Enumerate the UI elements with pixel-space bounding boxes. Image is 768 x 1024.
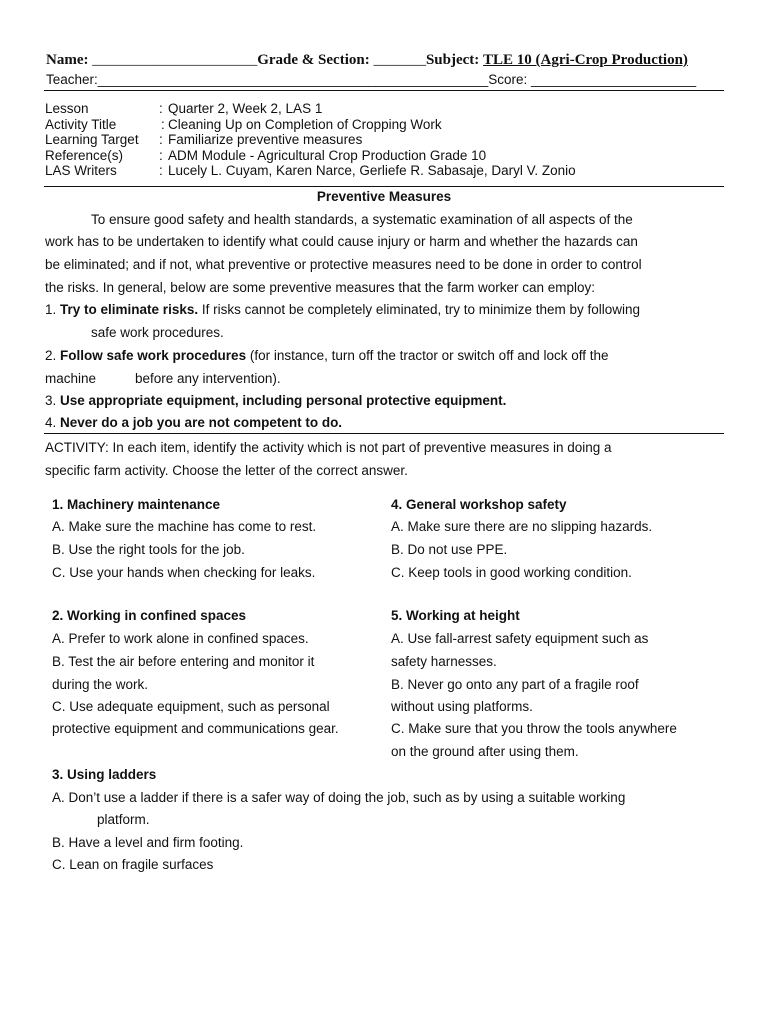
measure-text: (for instance, turn off the tractor or switch off and lock off the — [246, 348, 609, 363]
activity-instruction: ACTIVITY: In each item, identify the activity which is not part of preventive measures in doing a — [45, 440, 612, 455]
subject-value: TLE 10 (Agri-Crop Production) — [483, 52, 688, 68]
choice[interactable]: A. Prefer to work alone in confined spaces. — [52, 631, 309, 646]
choice[interactable]: C. Use adequate equipment, such as personal — [52, 699, 330, 714]
choice[interactable]: A. Make sure there are no slipping hazards. — [391, 519, 653, 534]
meta-row — [45, 101, 576, 117]
intro-line: be eliminated; and if not, what preventive or protective measures need to be done in order to control — [45, 257, 642, 272]
name-label: Name: — [46, 52, 89, 68]
item-title: 3. Using ladders — [52, 767, 157, 782]
meta-sep: : — [159, 163, 163, 178]
intro-line: the risks. In general, below are some preventive measures that the farm worker can employ: — [45, 280, 595, 295]
measure-text: If risks cannot be completely eliminated, try to minimize them by following — [198, 302, 641, 317]
score-blank[interactable]: ______________________ — [531, 72, 697, 87]
item-title: 1. Machinery maintenance — [52, 497, 221, 512]
meta-label: Reference(s) — [45, 147, 124, 163]
item-title: 5. Working at height — [391, 608, 520, 623]
score-label: Score: — [488, 72, 528, 87]
item-title: 2. Working in confined spaces — [52, 608, 247, 623]
subject-label: Subject: — [425, 52, 480, 68]
grade-blank[interactable]: _______ — [373, 52, 426, 68]
choice[interactable]: C. Keep tools in good working condition. — [391, 565, 632, 580]
divider — [44, 433, 724, 434]
measure-number: 2. — [45, 348, 57, 363]
choice[interactable]: C. Make sure that you throw the tools anywhere — [391, 721, 677, 736]
section-title: Preventive Measures — [316, 189, 452, 204]
meta-value: Cleaning Up on Completion of Cropping Work — [168, 116, 442, 132]
choice-continuation: platform. — [97, 812, 150, 827]
meta-value: Lucely L. Cuyam, Karen Narce, Gerliefe R. Sabasaje, Daryl V. Zonio — [168, 163, 576, 178]
meta-sep: : — [161, 116, 165, 132]
measure-item — [45, 415, 342, 430]
teacher-label: Teacher: — [46, 72, 98, 87]
meta-row — [45, 117, 576, 133]
header-line-1 — [46, 52, 688, 69]
choice-continuation: during the work. — [52, 677, 149, 692]
measure-item — [45, 393, 506, 408]
choice-continuation: on the ground after using them. — [391, 744, 579, 759]
choice[interactable]: B. Never go onto any part of a fragile roof — [391, 677, 639, 692]
measure-number: 1. — [45, 302, 57, 317]
choice[interactable]: A. Don’t use a ladder if there is a safer way of doing the job, such as by using a suitable working — [52, 790, 626, 805]
intro-line: work has to be undertaken to identify what could cause injury or harm and whether the hazards can — [45, 234, 638, 249]
measure-bold: Try to eliminate risks. — [60, 302, 199, 317]
divider — [44, 90, 724, 91]
measure-bold: Follow safe work procedures — [60, 348, 247, 363]
grade-label: Grade & Section: — [257, 52, 370, 68]
measure-continuation: machine — [45, 371, 97, 386]
choice[interactable]: B. Use the right tools for the job. — [52, 542, 245, 557]
choice[interactable]: B. Do not use PPE. — [391, 542, 508, 557]
measure-item — [45, 302, 640, 317]
meta-sep: : — [159, 132, 163, 147]
meta-label: Learning Target — [45, 132, 139, 147]
divider — [44, 186, 724, 187]
item-title: 4. General workshop safety — [391, 497, 567, 512]
header-line-2 — [46, 72, 696, 87]
choice-continuation: protective equipment and communications gear. — [52, 721, 339, 736]
meta-label: Activity Title — [45, 116, 117, 132]
meta-label: Lesson — [45, 101, 89, 116]
measure-continuation: safe work procedures. — [91, 325, 224, 340]
choice-continuation: without using platforms. — [391, 699, 533, 714]
measure-item — [45, 348, 609, 363]
meta-row — [45, 163, 576, 179]
meta-value: ADM Module - Agricultural Crop Production Grade 10 — [168, 147, 487, 163]
measure-bold: Use appropriate equipment, including personal protective equipment. — [60, 393, 507, 408]
choice-continuation: safety harnesses. — [391, 654, 497, 669]
meta-sep: : — [159, 101, 163, 116]
lesson-meta-table — [45, 101, 576, 179]
measure-bold: Never do a job you are not competent to do. — [60, 415, 343, 430]
choice[interactable]: A. Use fall-arrest safety equipment such as — [391, 631, 649, 646]
measure-number: 4. — [45, 415, 57, 430]
intro-line: To ensure good safety and health standards, a systematic examination of all aspects of the — [91, 212, 633, 227]
meta-row — [45, 132, 576, 148]
measure-continuation: before any intervention). — [135, 371, 281, 386]
choice[interactable]: B. Test the air before entering and monitor it — [52, 654, 315, 669]
choice[interactable]: C. Use your hands when checking for leaks. — [52, 565, 316, 580]
choice[interactable]: B. Have a level and firm footing. — [52, 835, 244, 850]
meta-sep: : — [159, 147, 163, 163]
choice[interactable]: A. Make sure the machine has come to rest. — [52, 519, 317, 534]
choice[interactable]: C. Lean on fragile surfaces — [52, 857, 214, 872]
name-blank[interactable]: ______________________ — [92, 52, 258, 68]
meta-row — [45, 148, 576, 164]
teacher-blank[interactable]: ____________________________________________________ — [97, 72, 489, 87]
meta-value: Familiarize preventive measures — [168, 132, 363, 147]
meta-label: LAS Writers — [45, 163, 117, 178]
measure-number: 3. — [45, 393, 57, 408]
meta-value: Quarter 2, Week 2, LAS 1 — [168, 101, 323, 116]
activity-instruction: specific farm activity. Choose the letter of the correct answer. — [45, 463, 408, 478]
